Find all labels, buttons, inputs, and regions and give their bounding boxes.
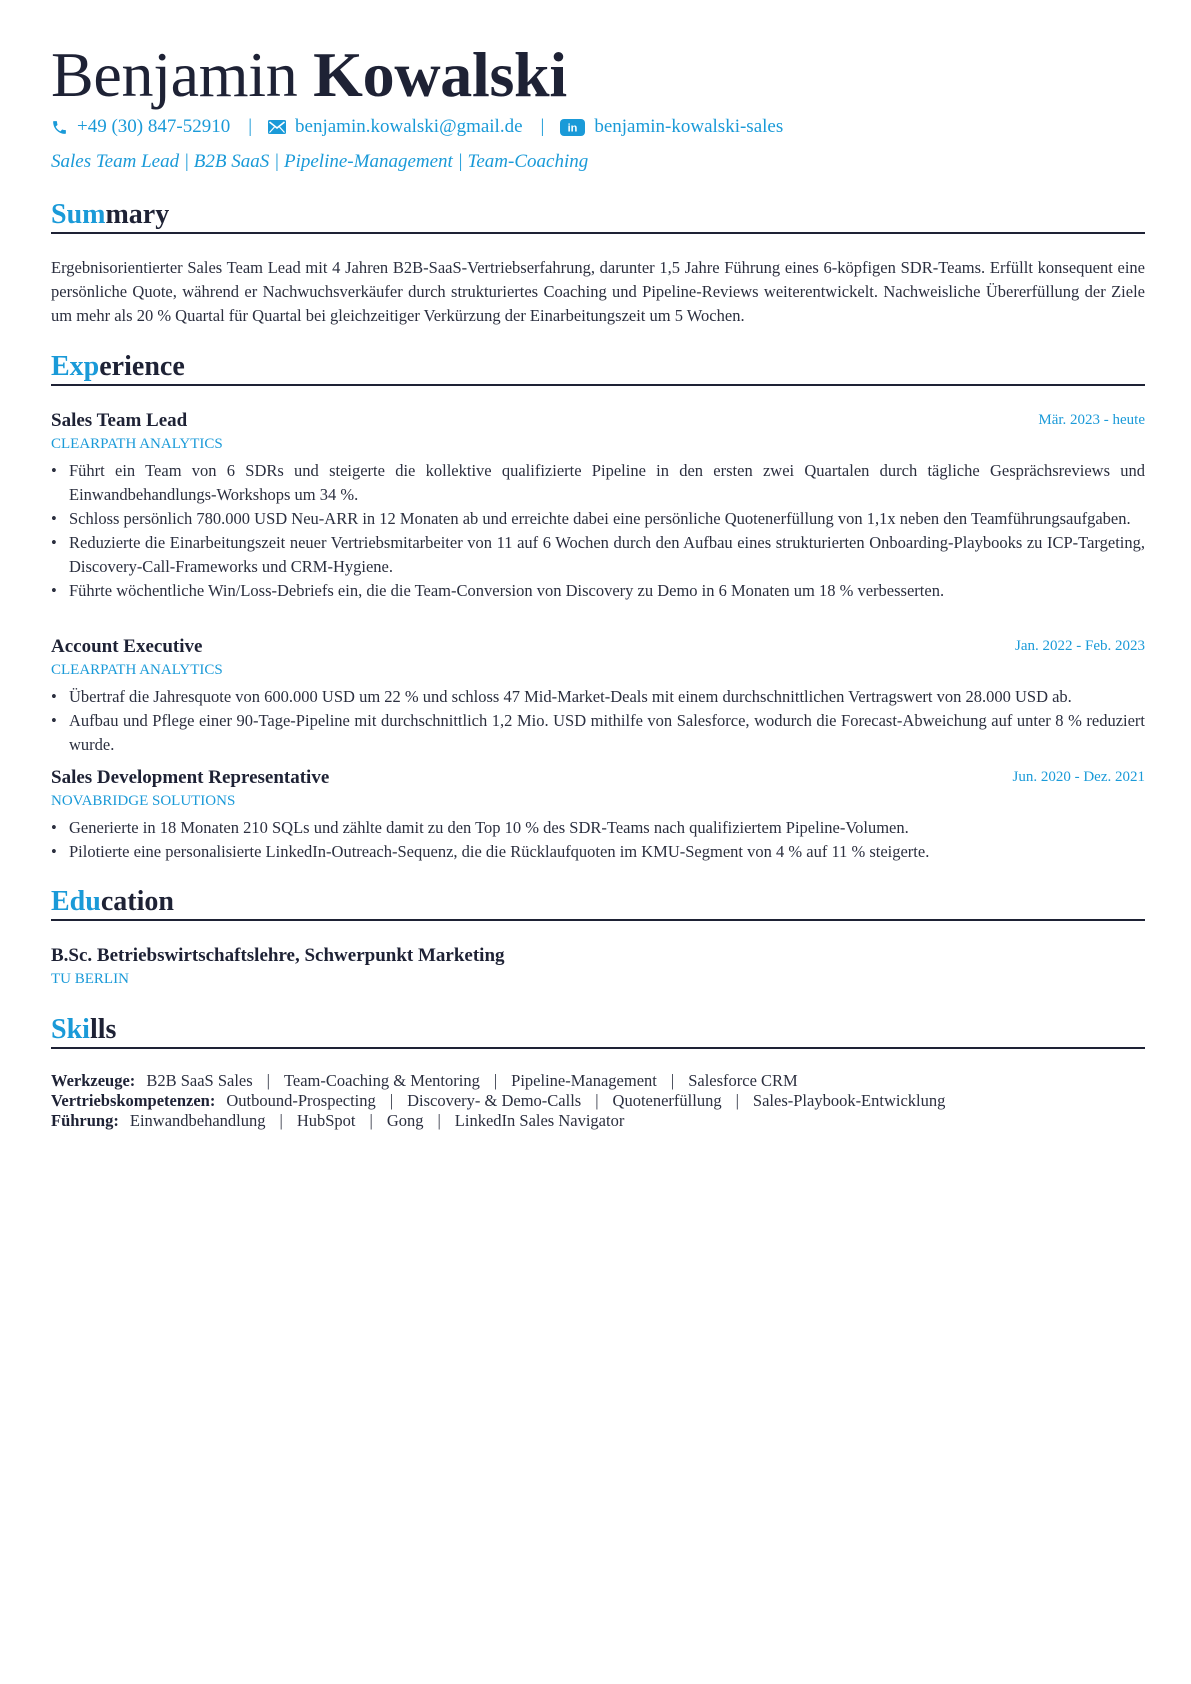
section-title-rest: mary — [105, 199, 170, 230]
section-title-rest: lls — [89, 1014, 117, 1045]
skills-list — [51, 1071, 1145, 1131]
school-name: TU BERLIN — [51, 971, 129, 987]
linkedin-handle: benjamin-kowalski-sales — [594, 116, 784, 137]
separator: | — [248, 116, 253, 137]
skill-category-label: Vertriebskompetenzen: — [51, 1091, 216, 1110]
mail-icon — [268, 120, 286, 134]
phone-number: +49 (30) 847-52910 — [77, 116, 231, 137]
job-date: Mär. 2023 - heute — [1038, 412, 1145, 428]
separator: | — [279, 1111, 283, 1130]
phone-contact[interactable] — [51, 116, 230, 138]
tagline: Sales Team Lead | B2B SaaS | Pipeline-Management | Team-Coaching — [51, 151, 589, 172]
last-name: Kowalski — [313, 39, 567, 110]
section-title-accent: Exp — [51, 351, 100, 382]
section-title-accent: Edu — [51, 886, 101, 917]
separator: | — [389, 1091, 394, 1110]
section-title-experience — [51, 352, 1145, 386]
job-bullets — [51, 459, 1145, 603]
section-title-rest: erience — [99, 351, 185, 382]
bullet-item: • Reduzierte die Einarbeitungszeit neuer Vertriebsmitarbeiter von 11 auf 6 Wochen durch den Aufbau eines strukturierten Onboarding-Playbooks zu ICP-Targeting, Discovery-Call-Frameworks und CRM-Hygiene. — [51, 531, 1145, 579]
linkedin-badge-text: in — [567, 122, 578, 134]
phone-icon — [51, 119, 68, 136]
bullet-item: • Führt ein Team von 6 SDRs und steigerte die kollektive qualifizierte Pipeline in den ersten zwei Quartalen durch tägliche Gesprächsreviews und Einwandbehandlungs-Workshops um 34 %. — [51, 459, 1145, 507]
contact-bar — [51, 114, 783, 140]
separator: | — [266, 1071, 270, 1090]
skill-item: Pipeline-Management — [511, 1071, 657, 1090]
job-date: Jun. 2020 - Dez. 2021 — [1012, 769, 1145, 785]
job-bullets — [51, 816, 1145, 864]
job-title: Account Executive — [51, 636, 203, 657]
skill-item: Einwandbehandlung — [129, 1111, 266, 1130]
separator: | — [595, 1091, 599, 1110]
company-name: CLEARPATH ANALYTICS — [51, 436, 223, 452]
separator: | — [493, 1071, 498, 1090]
skill-item: B2B SaaS Sales — [146, 1071, 253, 1090]
separator: | — [540, 116, 545, 137]
skill-row — [51, 1071, 1145, 1091]
section-title-accent: Ski — [51, 1014, 90, 1045]
first-name: Benjamin — [51, 39, 298, 110]
skill-item: Gong — [386, 1111, 424, 1130]
job-date: Jan. 2022 - Feb. 2023 — [1015, 638, 1145, 654]
skill-item: Team-Coaching & Mentoring — [283, 1071, 480, 1090]
separator: | — [437, 1111, 441, 1130]
bullet-item: • Führte wöchentliche Win/Loss-Debriefs ein, die die Team-Conversion von Discovery zu Demo in 6 Monaten um 18 % verbesserten. — [51, 579, 1145, 603]
skill-item: Discovery- & Demo-Calls — [407, 1091, 582, 1110]
degree-title: B.Sc. Betriebswirtschaftslehre, Schwerpunkt Marketing — [51, 945, 505, 966]
email-contact[interactable] — [268, 116, 523, 138]
section-title-accent: Sum — [51, 199, 106, 230]
separator: | — [369, 1111, 373, 1130]
candidate-name — [51, 40, 567, 110]
bullet-item: • Aufbau und Pflege einer 90-Tage-Pipeline mit durchschnittlich 1,2 Mio. USD mithilfe von Salesforce, wodurch die Forecast-Abweichung auf unter 8 % reduziert wurde. — [51, 709, 1145, 757]
section-title-rest: cation — [100, 886, 174, 917]
skill-row — [51, 1111, 1145, 1131]
skill-row — [51, 1091, 1145, 1111]
section-title-education — [51, 887, 1145, 921]
skill-item: Quotenerfüllung — [612, 1091, 722, 1110]
job-title: Sales Development Representative — [51, 767, 330, 788]
bullet-item: • Übertraf die Jahresquote von 600.000 USD um 22 % und schloss 47 Mid-Market-Deals mit einem durchschnittlichen Vertragswert von 28.000 USD ab. — [51, 685, 1145, 709]
linkedin-icon — [560, 119, 585, 136]
skill-category-label: Werkzeuge: — [51, 1071, 136, 1090]
summary-text: Ergebnisorientierter Sales Team Lead mit 4 Jahren B2B-SaaS-Vertriebserfahrung, darunter 1,5 Jahre Führung eines 6-köpfigen SDR-Teams. Erfüllt konsequent eine persönliche Quote, während er Nachwuchsverkäufer durch strukturiertes Coaching und Pipeline-Reviews weiterentwickelt. Nachweisliche Übererfüllung der Ziele um mehr als 20 % Quartal für Quartal bei gleichzeitiger Verkürzung der Einarbeitungszeit um 5 Wochen. — [51, 258, 1145, 325]
skill-item: Sales-Playbook-Entwicklung — [752, 1091, 946, 1110]
skill-item: HubSpot — [296, 1111, 356, 1130]
skill-item: LinkedIn Sales Navigator — [454, 1111, 625, 1130]
bullet-item: • Schloss persönlich 780.000 USD Neu-ARR in 12 Monaten ab und erreichte dabei eine persönliche Quotenerfüllung von 1,1x neben den Teamführungsaufgaben. — [51, 507, 1145, 531]
section-title-skills — [51, 1015, 1145, 1049]
separator: | — [670, 1071, 675, 1090]
job-bullets — [51, 685, 1145, 757]
job-title: Sales Team Lead — [51, 410, 188, 431]
linkedin-contact[interactable] — [560, 116, 783, 138]
skill-item: Salesforce CRM — [688, 1071, 798, 1090]
company-name: CLEARPATH ANALYTICS — [51, 662, 223, 678]
email-address: benjamin.kowalski@gmail.de — [295, 116, 523, 137]
bullet-item: • Generierte in 18 Monaten 210 SQLs und zählte damit zu den Top 10 % des SDR-Teams nach qualifiziertem Pipeline-Volumen. — [51, 816, 1145, 840]
section-title-summary — [51, 200, 1145, 234]
skill-item: Outbound-Prospecting — [226, 1091, 376, 1110]
separator: | — [735, 1091, 739, 1110]
bullet-item: • Pilotierte eine personalisierte LinkedIn-Outreach-Sequenz, die die Rücklaufquoten im KMU-Segment von 4 % auf 11 % steigerte. — [51, 840, 1145, 864]
skill-category-label: Führung: — [51, 1111, 119, 1130]
company-name: NOVABRIDGE SOLUTIONS — [51, 793, 236, 809]
